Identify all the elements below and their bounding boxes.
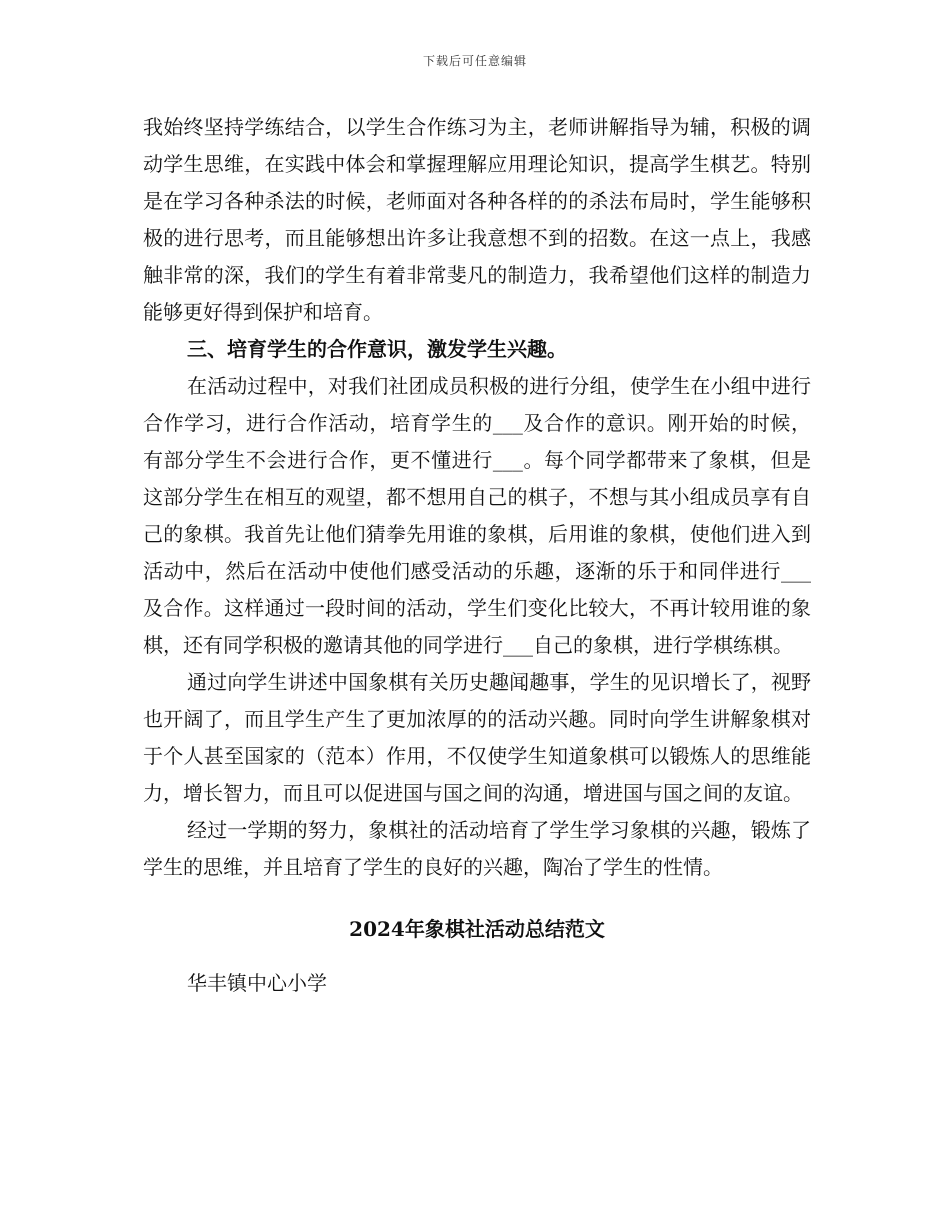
- paragraph-1: 我始终坚持学练结合，以学生合作练习为主，老师讲解指导为辅，积极的调动学生思维，在实践中体会和掌握理解应用理论知识，提高学生棋艺。特别是在学习各种杀法的时候，老师面对各种各样的的杀法布局时，学生能够积极的进行思考，而且能够想出许多让我意想不到的招数。在这一点上，我感触非常的深，我们的学生有着非常斐凡的制造力，我希望他们这样的制造力能够更好得到保护和培育。: [143, 115, 811, 324]
- document-title: 2024年象棋社活动总结范文: [349, 917, 605, 941]
- document-body: [143, 109, 811, 1002]
- section-heading-3: 三、培育学生的合作意识，激发学生兴趣。: [187, 337, 567, 361]
- school-name: 华丰镇中心小学: [187, 971, 327, 995]
- paragraph-3: 通过向学生讲述中国象棋有关历史趣闻趣事，学生的见识增长了，视野也开阔了，而且学生产生了更加浓厚的的活动兴趣。同时向学生讲解象棋对于个人甚至国家的（范本）作用，不仅使学生知道象棋可以锻炼人的思维能力，增长智力，而且可以促进国与国之间的沟通，增进国与国之间的友谊。: [143, 670, 811, 805]
- paragraph-4: 经过一学期的努力，象棋社的活动培育了学生学习象棋的兴趣，锻炼了学生的思维，并且培育了学生的良好的兴趣，陶冶了学生的性情。: [143, 818, 811, 879]
- page-header: 下载后可任意编辑: [422, 54, 527, 68]
- paragraph-2: 在活动过程中，对我们社团成员积极的进行分组，使学生在小组中进行合作学习，进行合作活动，培育学生的___及合作的意识。刚开始的时候，有部分学生不会进行合作，更不懂进行___。每个同学都带来了象棋，但是这部分学生在相互的观望，都不想用自己的棋子，不想与其小组成员享有自己的象棋。我首先让他们猜拳先用谁的象棋，后用谁的象棋，使他们进入到活动中，然后在活动中使他们感受活动的乐趣，逐渐的乐于和同伴进行___及合作。这样通过一段时间的活动，学生们变化比较大，不再计较用谁的象棋，还有同学积极的邀请其他的同学进行___自己的象棋，进行学棋练棋。: [143, 374, 811, 657]
